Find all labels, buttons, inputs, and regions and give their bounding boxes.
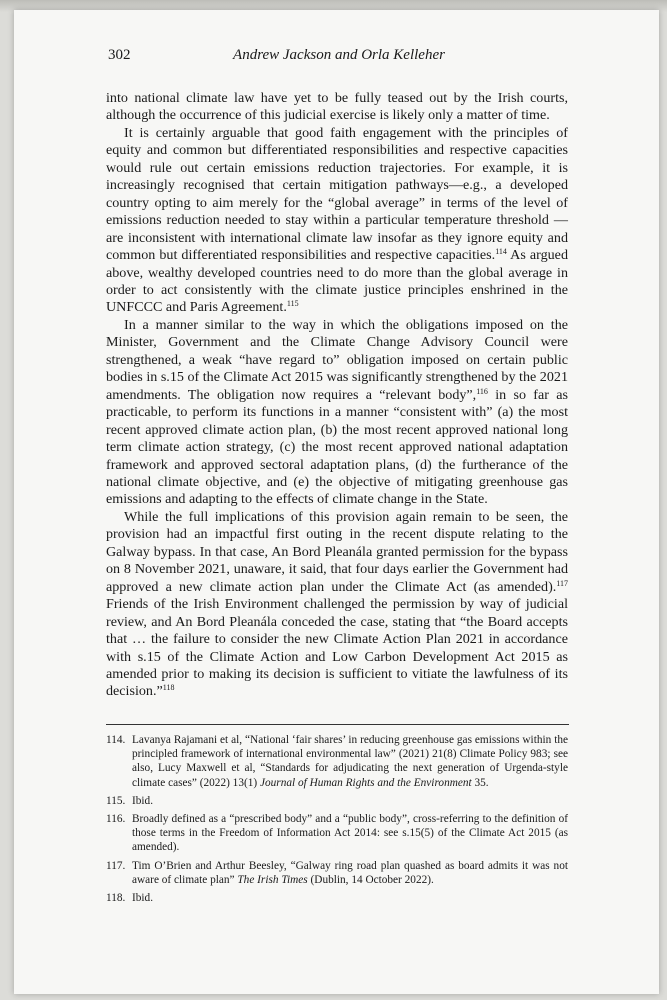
footnote-115: 115. Ibid. [106, 794, 154, 807]
paragraph-1: into national climate law have yet to be fully teased out by the Irish courts, although the occurrence of this judicial exercise is likely only a matter of time. [106, 90, 568, 124]
body-text [106, 90, 568, 701]
footnote-ref-116: 116 [476, 386, 488, 396]
paragraph-4: While the full implications of this provision again remain to be seen, the provision had an impactful first outing in the recent dispute relating to the Galway bypass. In that case, An Bord Pleanála granted permission for the bypass on 8 November 2021, unaware, it said, that four days earlier the Government had approved a new climate action plan under the Climate Act (as amended).$^{117}$ Friends of the Irish Environment challenged the permission by way of judicial review, and An Bord Pleanála conceded the case, stating that “the Board accepts that … the failure to consider the new Climate Action Plan 2021 in accordance with s.15 of the Climate Action and Low Carbon Development Act 2015 as amended prior to making its decision is sufficient to vitiate the lawfulness of its decision.”$^{118}$ [106, 508, 568, 700]
footnote-116: 116. Broadly defined as a “prescribed body” and a “public body”, cross-referring to the definition of those terms in the Freedom of Information Act 2014: see s.15(5) of the Climate Act 2015 (as amended). [106, 813, 568, 854]
footnote-divider [106, 724, 569, 725]
running-head-authors: Andrew Jackson and Orla Kelleher [233, 47, 445, 63]
footnote-ref-118: 118 [162, 683, 175, 693]
paragraph-2: It is certainly arguable that good faith engagement with the principles of equity and common but differentiated responsibilities and respective capacities would rule out certain emissions reduction trajectories. For example, it is increasingly recognised that certain mitigation pathways—e.g., a developed country opting to aim merely for the “global average” in terms of the level of emissions reduction needed to stay within a particular temperature threshold —are inconsistent with international climate law insofar as they ignore equity and common but differentiated responsibilities and respective capacities.$^{114}$ As argued above, wealthy developed countries need to do more than the global average in order to act consistently with the climate justice principles enshrined in the UNFCCC and Paris Agreement.$^{115}$ [106, 124, 568, 316]
footnote-114: 114. Lavanya Rajamani et al, “National ‘fair shares’ in reducing greenhouse gas emissions within the principled framework of international environmental law” (2021) 21(8) Climate Policy 983; see also, Lucy Maxwell et al, “Standards for adjudicating the next generation of Urgenda-style climate cases” (2022) 13(1) Journal of Human Rights and the Environment 35. [106, 734, 568, 789]
footnote-ref-117: 117 [556, 578, 568, 588]
footnote-117: 117. Tim O’Brien and Arthur Beesley, “Galway ring road plan quashed as board admits it was not aware of climate plan” The Irish Times (Dublin, 14 October 2022). [106, 859, 568, 886]
footnote-ref-115: 115 [286, 299, 299, 309]
footnote-ref-114: 114 [495, 247, 507, 257]
paragraph-3: In a manner similar to the way in which the obligations imposed on the Minister, Government and the Climate Change Advisory Council were strengthened, a weak “have regard to” obligation imposed on certain public bodies in s.15 of the Climate Act 2015 was significantly strengthened by the 2021 amendments. The obligation now requires a “relevant body”,$^{116}$ in so far as practicable, to perform its functions in a manner “consistent with” (a) the most recent approved climate action plan, (b) the most recent approved national long term climate action strategy, (c) the most recent approved national adaptation framework and approved sectoral adaptation plans, (d) the furtherance of the national climate objective, and (e) the objective of mitigating greenhouse gas emissions and adapting to the effects of climate change in the State. [106, 316, 568, 508]
page-number: 302 [108, 47, 131, 63]
footnotes [106, 733, 568, 909]
footnote-118: 118. Ibid. [106, 892, 154, 905]
